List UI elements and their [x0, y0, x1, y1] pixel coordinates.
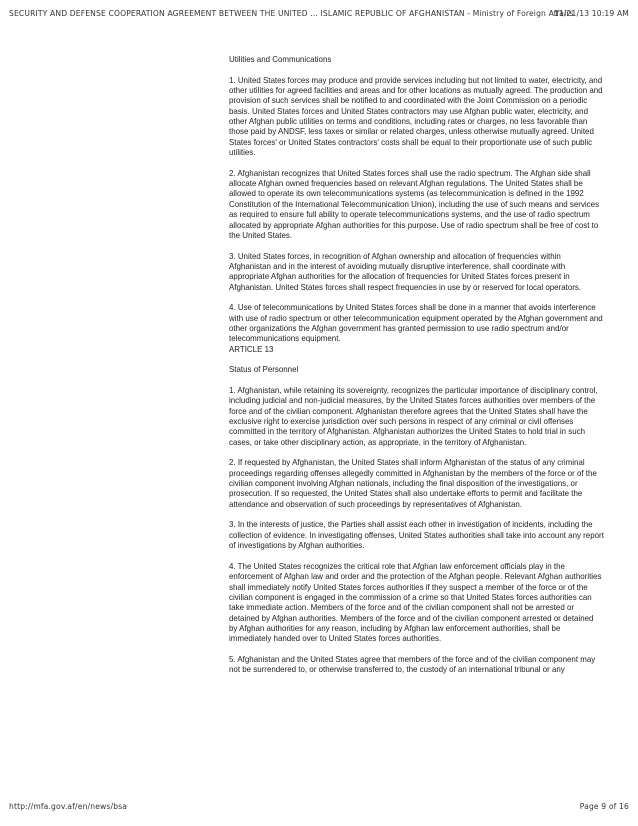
section-heading-utilities: Utilities and Communications: [229, 55, 332, 64]
paragraph-personnel-1: 1. Afghanistan, while retaining its sovereignty, recognizes the particular importance of disciplinary control, including judicial and non-judicial measures, by the United States forces authorities over members of the force and of the civilian component. Afghanistan therefore agrees that the United States shall have the exclusive right to exercise jurisdiction over such persons in respect of any criminal or civil offenses committed in the territory of Afghanistan. Afghanistan authorizes the United States to hold trial in such cases, or take other disciplinary action, as appropriate, in the territory of Afghanistan.: [229, 386, 598, 447]
print-footer: [9, 802, 629, 816]
paragraph-utilities-1: 1. United States forces may produce and provide services including but not limited to water, electricity, and other utilities for agreed facilities and areas and for other locations as mutually agreed. The production and provision of such services shall be notified to and coordinated with the Joint Commission on a periodic basis. United States forces and United States contractors may use Afghan public water, electricity, and other Afghan public utilities on terms and conditions, including rates or charges, no less favorable than those paid by ANDSF, less taxes or similar or related charges, unless otherwise mutually agreed. United States forces' or United States contractors' costs shall be equal to their proportionate use of such public utilities.: [229, 75, 603, 158]
article-heading: ARTICLE 13: [229, 344, 274, 354]
paragraph-personnel-3: 3. In the interests of justice, the Parties shall assist each other in investigation of incidents, including the collection of evidence. In investigating offenses, United States authorities shall take into account any report of investigations by Afghan authorities.: [229, 520, 604, 551]
document-body: [229, 55, 604, 676]
paragraph-utilities-3: 3. United States forces, in recognition of Afghan ownership and allocation of frequencies within Afghanistan and in the interest of avoiding mutually disruptive interference, shall coordinate with appropriate Afghan authorities for the allocation of frequencies for United States forces present in Afghanistan. United States forces shall respect frequencies in use by or reserved for local operators.: [229, 251, 582, 292]
source-url: http://mfa.gov.af/en/news/bsa: [9, 802, 128, 811]
document-title: SECURITY AND DEFENSE COOPERATION AGREEMENT BETWEEN THE UNITED ... ISLAMIC REPUBLIC OF AFGHANISTAN - Ministry of Foreign Affairs: [9, 9, 574, 18]
print-header: [9, 9, 629, 23]
section-heading-personnel: Status of Personnel: [229, 365, 299, 375]
paragraph-personnel-4: 4. The United States recognizes the critical role that Afghan law enforcement officials play in the enforcement of Afghan law and order and the protection of the Afghan people. Relevant Afghan authorities shall immediately notify United States forces authorities if they suspect a member of the force or of the civilian component is engaged in the commission of a crime so that United States forces authorities can take immediate action. Members of the force and of the civilian component shall not be arrested or detained by Afghan authorities. Members of the force and of the civilian component arrested or detained by Afghan authorities for any reason, including by Afghan law enforcement authorities, shall be immediately handed over to United States forces authorities.: [229, 561, 602, 644]
paragraph-utilities-2: 2. Afghanistan recognizes that United States forces shall use the radio spectrum. The Afghan side shall allocate Afghan owned frequencies based on relevant Afghan regulations. The United States shall be allowed to operate its own telecommunications systems (as telecommunication is defined in the 1992 Constitution of the International Telecommunication Union), including the use of such means and services as required to ensure full ability to operate telecommunications systems, and the use of radio spectrum allocated by appropriate Afghan authorities for this purpose. Use of radio spectrum shall be free of cost to the United States.: [229, 168, 600, 240]
print-datetime: 11/21/13 10:19 AM: [553, 9, 629, 18]
paragraph-personnel-2: 2. If requested by Afghanistan, the United States shall inform Afghanistan of the status of any criminal proceedings regarding offenses allegedly committed in Afghanistan by the members of the force or of the civilian component involving Afghan nationals, including the final disposition of the investigations, or prosecution. If so requested, the United States shall also undertake efforts to permit and facilitate the attendance and observation of such proceedings by representatives of Afghanistan.: [229, 458, 597, 509]
paragraph-personnel-5: 5. Afghanistan and the United States agree that members of the force and of the civilian component may not be surrendered to, or otherwise transferred to, the custody of an international tribunal or any: [229, 654, 596, 675]
paragraph-utilities-4: 4. Use of telecommunications by United States forces shall be done in a manner that avoids interference with use of radio spectrum or other telecommunication equipment operated by the Afghan government and other organizations the Afghan government has granted permission to use radio spectrum and/or telecommunications equipment.: [229, 303, 603, 344]
page-number: Page 9 of 16: [579, 802, 629, 811]
